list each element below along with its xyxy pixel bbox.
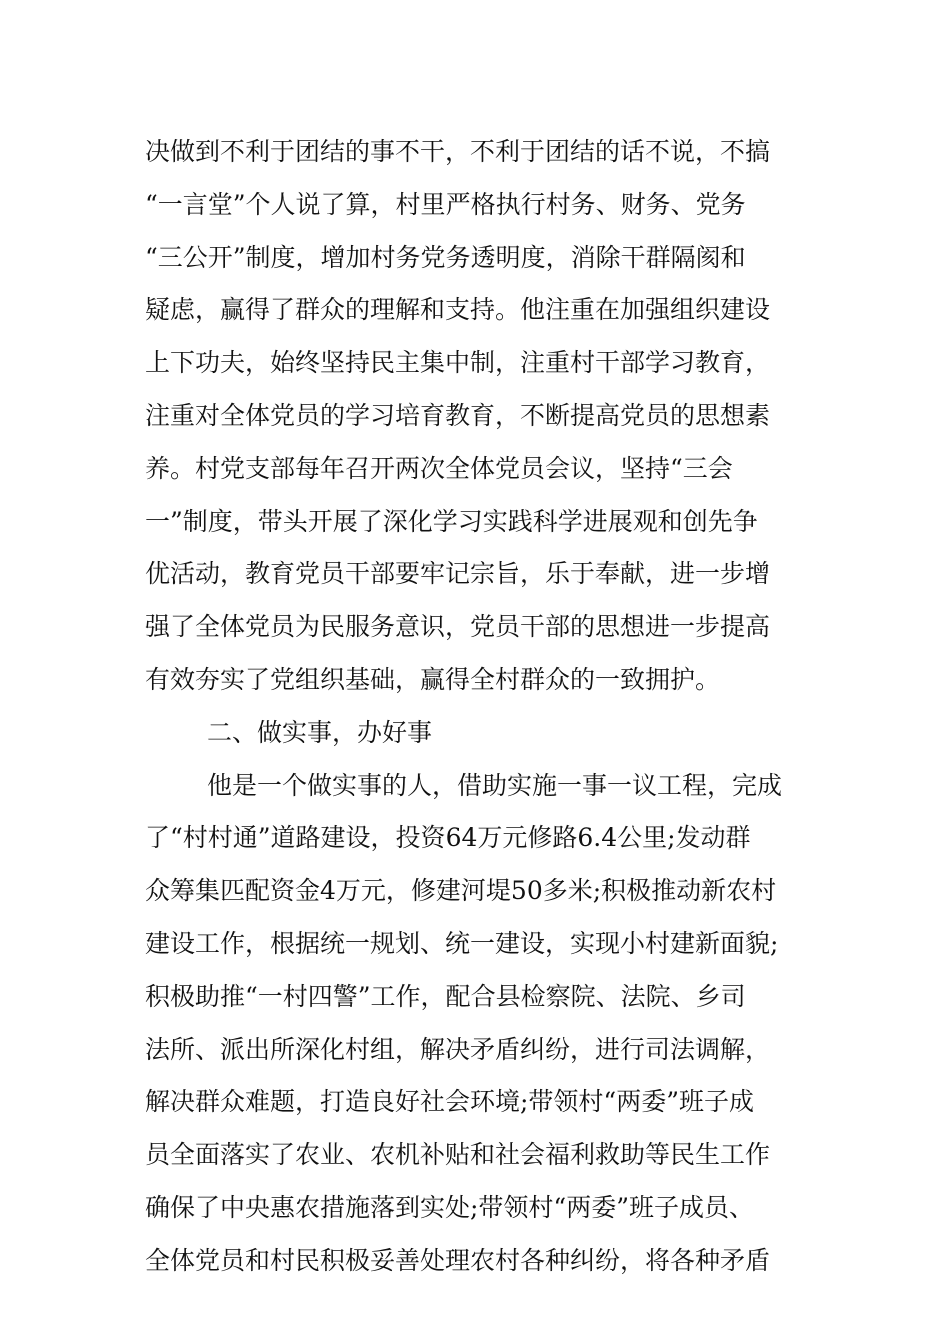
paragraph-line: 全体党员和村民积极妥善处理农村各种纠纷，将各种矛盾 xyxy=(145,1245,771,1275)
paragraph-line: “三公开”制度，增加村务党务透明度，消除干群隔阂和 xyxy=(145,242,746,272)
paragraph-line: 优活动，教育党员干部要牢记宗旨，乐于奉献，进一步增 xyxy=(145,559,771,589)
paragraph-line: “一言堂”个人说了算，村里严格执行村务、财务、党务 xyxy=(145,189,746,219)
paragraph-line: 解决群众难题，打造良好社会环境;带领村“两委”班子成 xyxy=(145,1087,754,1117)
paragraph-line: 员全面落实了农业、农机补贴和社会福利救助等民生工作 xyxy=(145,1140,771,1170)
paragraph-line: 强了全体党员为民服务意识，党员干部的思想进一步提高 xyxy=(145,612,771,642)
section-heading: 二、做实事，办好事 xyxy=(207,717,433,747)
paragraph-line: 有效夯实了党组织基础，赢得全村群众的一致拥护。 xyxy=(145,664,721,694)
paragraph-line: 决做到不利于团结的事不干，不利于团结的话不说，不搞 xyxy=(145,137,771,166)
paragraph-line: 了“村村通”道路建设，投资64万元修路6.4公里;发动群 xyxy=(145,823,751,853)
paragraph-line: 法所、派出所深化村组，解决矛盾纠纷，进行司法调解， xyxy=(145,1034,771,1064)
paragraph-line: 确保了中央惠农措施落到实处;带领村“两委”班子成员、 xyxy=(145,1192,754,1222)
paragraph-line: 他是一个做实事的人，借助实施一事一议工程，完成 xyxy=(207,770,783,800)
paragraph-line: 众筹集匹配资金4万元，修建河堤50多米;积极推动新农村 xyxy=(145,876,777,906)
paragraph-line: 上下功夫，始终坚持民主集中制，注重村干部学习教育， xyxy=(145,348,771,378)
paragraph-line: 一”制度，带头开展了深化学习实践科学进展观和创先争 xyxy=(145,506,758,536)
paragraph-line: 养。村党支部每年召开两次全体党员会议，坚持“三会 xyxy=(145,453,733,483)
paragraph-line: 疑虑，赢得了群众的理解和支持。他注重在加强组织建设 xyxy=(145,295,771,325)
paragraph-line: 积极助推“一村四警”工作，配合县检察院、法院、乡司 xyxy=(145,981,746,1011)
paragraph-line: 注重对全体党员的学习培育教育，不断提高党员的思想素 xyxy=(145,400,771,430)
paragraph-line: 建设工作，根据统一规划、统一建设，实现小村建新面貌; xyxy=(145,928,779,958)
document-body xyxy=(145,126,815,1288)
